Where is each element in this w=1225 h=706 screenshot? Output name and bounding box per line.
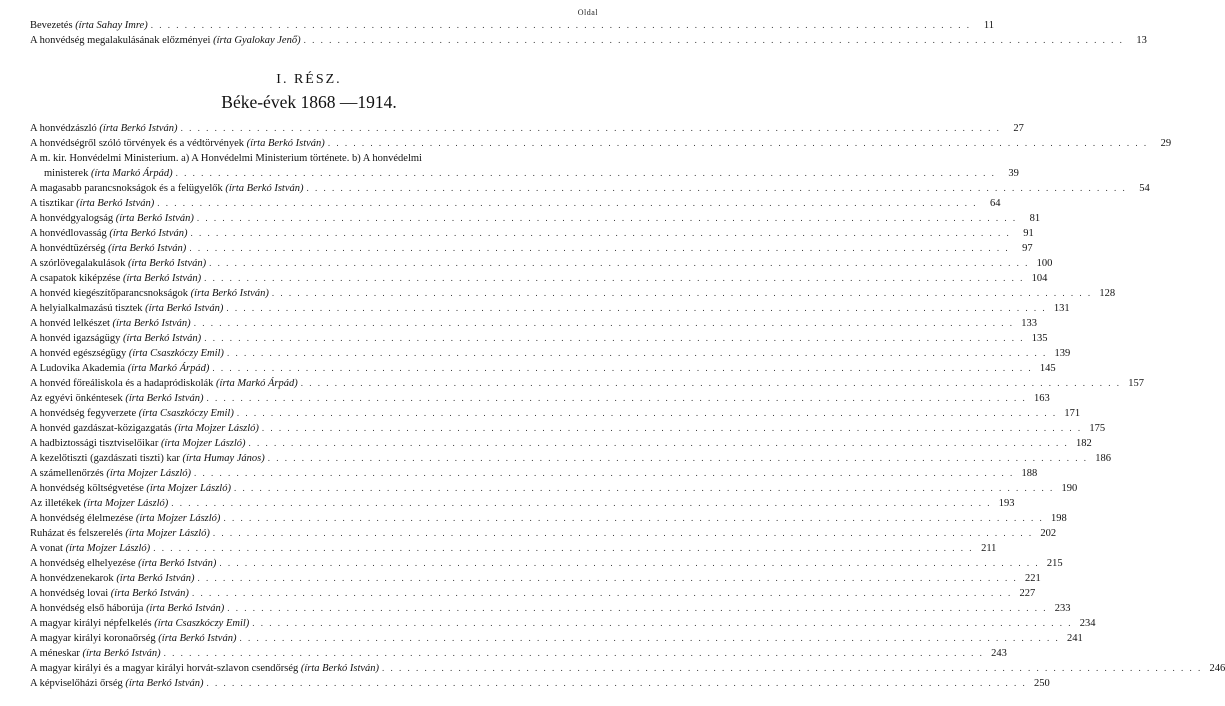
- leader-dots: [212, 361, 1032, 376]
- toc-entry-title: A helyialkalmazású tisztek: [30, 303, 146, 314]
- leader-dots: [226, 301, 1046, 316]
- leader-dots: [382, 661, 1202, 676]
- toc-entry-title: A honvéd igazságügy: [30, 333, 124, 344]
- toc-entry-page: 13: [1136, 35, 1147, 46]
- toc-entry: [30, 271, 1048, 286]
- toc-entry: [30, 451, 1111, 466]
- leader-dots: [219, 556, 1039, 571]
- toc-entry-page: 54: [1139, 183, 1150, 194]
- toc-entry-title: A honvéd lelkészet: [30, 318, 113, 329]
- toc-entry-title-group: [30, 286, 269, 301]
- toc-entry-page: 241: [1066, 633, 1083, 644]
- toc-entry-title: A honvédség megalakulásának előzményei: [30, 35, 214, 46]
- toc-entry: [30, 676, 1050, 691]
- toc-entry-title-group: [30, 391, 204, 406]
- leader-dots: [227, 601, 1047, 616]
- toc-entry-title-group: [30, 406, 234, 421]
- leader-dots: [237, 406, 1057, 421]
- toc-entry: [30, 33, 1147, 48]
- toc-entry-author: (írta Mojzer László): [106, 468, 191, 479]
- toc-entry-page: 243: [991, 648, 1007, 659]
- toc-entry-author: (írta Berkó István): [125, 393, 204, 404]
- toc-entry-page: 27: [1013, 123, 1024, 134]
- toc-entry: [30, 241, 1033, 256]
- toc-entry-title-group: [30, 631, 236, 646]
- toc-entry-page: 81: [1029, 213, 1041, 224]
- toc-entry-title-group: [30, 226, 187, 241]
- leader-dots: [223, 511, 1043, 526]
- toc-entry: [30, 661, 1225, 676]
- toc-entry-title-group: [30, 256, 206, 271]
- toc-entry-page: 186: [1095, 453, 1111, 464]
- toc-entry-page: 246: [1209, 663, 1225, 674]
- toc-entry-author: (írta Berkó István): [115, 213, 194, 224]
- toc-entry: [30, 466, 1038, 481]
- toc-entry-continuation: [30, 166, 1019, 181]
- toc-entry-title: A magasabb parancsnokságok és a felügyelők: [30, 183, 226, 194]
- toc-entry-page: 221: [1024, 573, 1041, 584]
- toc-entry-title: A számellenőrzés: [30, 468, 107, 479]
- toc-entry-page: 188: [1021, 468, 1038, 479]
- toc-entry-page: 233: [1054, 603, 1071, 614]
- leader-dots: [151, 18, 971, 33]
- leader-dots: [171, 496, 991, 511]
- leader-dots: [234, 481, 1054, 496]
- toc-entry-author: (írta Markó Árpád): [90, 168, 173, 179]
- toc-entry-title-group: [30, 361, 209, 376]
- toc-entry-title-group: [30, 601, 224, 616]
- leader-dots: [209, 256, 1029, 271]
- toc-entry-title: A szórlövegalakulások: [30, 258, 128, 269]
- toc-entry-title: A Ludovika Akademia: [30, 363, 128, 374]
- toc-entry-title-group: [30, 586, 189, 601]
- leader-dots: [194, 316, 1014, 331]
- toc-entry-title: Bevezetés: [30, 20, 76, 31]
- leader-dots: [189, 241, 1009, 256]
- toc-entry: [30, 406, 1081, 421]
- toc-entry-page: 64: [989, 198, 1001, 209]
- toc-entry-page: 11: [983, 20, 994, 31]
- toc-entry-title-group: [30, 466, 191, 481]
- toc-entry: [30, 226, 1034, 241]
- part-label: I. RÉSZ.: [276, 72, 342, 87]
- leader-dots: [328, 136, 1148, 151]
- toc-entry: [30, 376, 1144, 391]
- toc-entry-page: 135: [1031, 333, 1048, 344]
- leader-dots: [301, 376, 1121, 391]
- toc-entry: [30, 286, 1116, 301]
- toc-entry-page: 157: [1128, 378, 1144, 389]
- toc-entry-title: A honvédség élelmezése: [30, 513, 136, 524]
- toc-entry-title: A vonat: [30, 543, 66, 554]
- toc-entry-title: A honvédség lovai: [30, 588, 111, 599]
- leader-dots: [190, 226, 1010, 241]
- toc-entry-title-group: [30, 33, 301, 48]
- toc-entry-page: 29: [1160, 138, 1172, 149]
- toc-entry-page: 202: [1040, 528, 1057, 539]
- toc-entry-author: (írta Berkó István): [145, 303, 224, 314]
- leader-dots: [239, 631, 1059, 646]
- toc-entry-title: A honvéd kiegészítőparancsnokságok: [30, 288, 191, 299]
- toc-entry-page: 198: [1050, 513, 1067, 524]
- toc-entry-title-cont: [44, 166, 173, 181]
- toc-entry-author: (írta Humay János): [182, 453, 265, 464]
- toc-entry-title-group: [30, 496, 168, 511]
- toc-entry-author: (írta Berkó István): [82, 648, 161, 659]
- toc-entry-author: (írta Csaszkóczy Emil): [128, 348, 224, 359]
- leader-dots: [249, 436, 1069, 451]
- toc-entry-author: (írta Csaszkóczy Emil): [154, 618, 250, 629]
- toc-entry-author: (írta Berkó István): [146, 603, 225, 614]
- leader-dots: [304, 33, 1124, 48]
- toc-entry-title-group: [30, 136, 325, 151]
- toc-entry-title: A honvédség első háborúja: [30, 603, 147, 614]
- toc-entry-title-group: [30, 196, 154, 211]
- toc-entry-title: A honvédség költségvetése: [30, 483, 147, 494]
- toc-entry-page: 139: [1054, 348, 1071, 359]
- toc-entry-page: 175: [1089, 423, 1106, 434]
- toc-entry-author: (írta Mojzer László): [135, 513, 221, 524]
- toc-entry-title: A honvédség elhelyezése: [30, 558, 139, 569]
- toc-entry-title: A honvéd főreáliskola és a hadapródiskolák: [30, 378, 217, 389]
- toc-entry-page: 190: [1061, 483, 1078, 494]
- toc-entry-title: A hadbiztossági tisztviselőikar: [30, 438, 161, 449]
- toc-entry-title: A honvédlovasság: [30, 228, 110, 239]
- toc-entry: [30, 136, 1172, 151]
- toc-entry-page: 145: [1039, 363, 1056, 374]
- toc-entry-author: (írta Berkó István): [158, 633, 237, 644]
- toc-entry-title: A honvéd egészségügy: [30, 348, 129, 359]
- toc-entry-author: (írta Berkó István): [76, 198, 155, 209]
- toc-entry: [30, 18, 994, 33]
- leader-dots: [176, 166, 996, 181]
- toc-entry-title-group: [30, 571, 194, 586]
- toc-entry-title-group: [30, 616, 249, 631]
- toc-entry-title-group: [30, 676, 204, 691]
- toc-entry: [30, 646, 1007, 661]
- toc-entry: [30, 346, 1071, 361]
- toc-entry: [30, 586, 1036, 601]
- leader-dots: [272, 286, 1092, 301]
- toc-entry: [30, 556, 1063, 571]
- toc-entry-author: (írta Mojzer László): [125, 528, 210, 539]
- leader-dots: [204, 271, 1024, 286]
- toc-entry-page: 163: [1034, 393, 1050, 404]
- toc-entry: [30, 121, 1024, 136]
- toc-entry-title: Az illetékek: [30, 498, 84, 509]
- toc-entry: [30, 331, 1048, 346]
- toc-entry-page: 128: [1099, 288, 1116, 299]
- toc-entry-title-group: [30, 451, 265, 466]
- toc-entry-title-group: [30, 316, 191, 331]
- toc-entry-author: (írta Berkó István): [109, 228, 188, 239]
- leader-dots: [194, 466, 1014, 481]
- leader-dots: [207, 676, 1027, 691]
- toc-entry-title-group: [30, 181, 304, 196]
- toc-entry-author: (írta Mojzer László): [146, 483, 231, 494]
- toc-entry: [30, 496, 1015, 511]
- toc-entry: [30, 601, 1071, 616]
- toc-entry: [30, 421, 1106, 436]
- toc-entry-title: A honvédgyalogság: [30, 213, 116, 224]
- toc-entry-author: (írta Berkó István): [138, 558, 217, 569]
- toc-entry-author: (írta Berkó István): [300, 663, 380, 674]
- toc-entry-title-group: [30, 211, 194, 226]
- toc-entry-title-group: [30, 421, 259, 436]
- leader-dots: [197, 211, 1017, 226]
- leader-dots: [207, 391, 1027, 406]
- leader-dots: [192, 586, 1012, 601]
- toc-entry-page: 193: [998, 498, 1015, 509]
- toc-entry-page: 227: [1019, 588, 1036, 599]
- toc-entry-author: (írta Gyalokay Jenő): [213, 35, 301, 46]
- toc-entry-title-line2: ministerek: [44, 168, 91, 179]
- toc-entry-author: (írta Berkó István): [108, 243, 187, 254]
- toc-entry: [30, 391, 1050, 406]
- toc-entry-page: 215: [1046, 558, 1063, 569]
- page-column-label: Oldal: [577, 8, 598, 17]
- toc-entry-page: 234: [1079, 618, 1096, 629]
- toc-entry-title: Ruházat és felszerelés: [30, 528, 126, 539]
- toc-entry-author: (írta Berkó István): [127, 258, 207, 269]
- toc-entry-title: A honvédségről szóló törvények és a védtörvények: [30, 138, 247, 149]
- toc-entry-author: (írta Berkó István): [225, 183, 304, 194]
- leader-dots: [307, 181, 1127, 196]
- toc-entry-title-group: [30, 346, 224, 361]
- toc-entry-author: (írta Mojzer László): [160, 438, 246, 449]
- toc-entry-page: 104: [1031, 273, 1048, 284]
- leader-dots: [227, 346, 1047, 361]
- toc-entry-title: A m. kir. Honvédelmi Ministerium. a) A Honvédelmi Ministerium története. b) A honvédelmi: [30, 153, 422, 164]
- leader-dots: [213, 526, 1033, 541]
- toc-entry-title: A csapatok kiképzése: [30, 273, 124, 284]
- toc-entry-title-group: [30, 436, 246, 451]
- toc-entry-title: Az egyévi önkéntesek: [30, 393, 126, 404]
- toc-entry-page: 131: [1053, 303, 1070, 314]
- toc-entry-title-group: [30, 301, 223, 316]
- toc-entry-title-group: [30, 541, 150, 556]
- toc-entry-title: A honvédtüzérség: [30, 243, 109, 254]
- toc-entry-author: (írta Berkó István): [116, 573, 195, 584]
- leader-dots: [197, 571, 1017, 586]
- toc-entry-author: (írta Berkó István): [246, 138, 325, 149]
- toc-entry-title: A méneskar: [30, 648, 83, 659]
- leader-dots: [157, 196, 977, 211]
- leader-dots: [252, 616, 1072, 631]
- toc-entry-title: A magyar királyi koronaőrség: [30, 633, 159, 644]
- toc-entry-author: (írta Mojzer László): [83, 498, 169, 509]
- toc-entry-title: A honvédzászló: [30, 123, 100, 134]
- toc-entry: [30, 526, 1057, 541]
- toc-entry: [30, 511, 1067, 526]
- toc-entry: [30, 616, 1096, 631]
- toc-entry-title-group: [30, 271, 201, 286]
- toc-entry-title: A képviselőházi őrség: [30, 678, 126, 689]
- toc-entry-author: (írta Berkó István): [123, 333, 202, 344]
- toc-entry: [30, 571, 1041, 586]
- leader-dots: [262, 421, 1082, 436]
- toc-entry: [30, 181, 1150, 196]
- toc-entry: [30, 631, 1083, 646]
- toc-entry: [30, 151, 1019, 181]
- toc-entry-page: 39: [1008, 168, 1019, 179]
- toc-entry-title: A honvédzenekarok: [30, 573, 117, 584]
- toc-entry-author: (írta Berkó István): [99, 123, 178, 134]
- toc-entry-author: (írta Markó Árpád): [127, 363, 210, 374]
- toc-entry: [30, 256, 1053, 271]
- toc-entry-title: A magyar királyi és a magyar királyi horvát-szlavon csendőrség: [30, 663, 301, 674]
- toc-entry-title-group: [30, 661, 379, 676]
- toc-entry: [30, 196, 1001, 211]
- toc-main-list: [30, 121, 1225, 691]
- toc-entry-title-group: [30, 646, 161, 661]
- leader-dots: [204, 331, 1024, 346]
- leader-dots: [153, 541, 973, 556]
- toc-entry-title-group: [30, 511, 220, 526]
- toc-entry-page: 91: [1023, 228, 1034, 239]
- toc-entry-title: A tisztikar: [30, 198, 77, 209]
- toc-entry-page: 97: [1022, 243, 1033, 254]
- toc-intro-list: [30, 18, 1147, 48]
- toc-entry: [30, 211, 1041, 226]
- toc-entry: [30, 361, 1056, 376]
- toc-entry: [30, 541, 997, 556]
- toc-entry-title-group: [30, 481, 231, 496]
- toc-entry-title-group: [30, 121, 178, 136]
- toc-entry-author: (írta Berkó István): [125, 678, 204, 689]
- toc-entry-author: (írta Mojzer László): [65, 543, 151, 554]
- toc-entry: [30, 301, 1070, 316]
- toc-entry-page: 171: [1064, 408, 1081, 419]
- toc-entry-author: (írta Csaszkóczy Emil): [138, 408, 234, 419]
- toc-entry-page: 100: [1036, 258, 1053, 269]
- leader-dots: [268, 451, 1088, 466]
- toc-entry-page: 133: [1021, 318, 1037, 329]
- toc-entry-author: (írta Berkó István): [112, 318, 191, 329]
- toc-entry-author: (írta Mojzer László): [174, 423, 259, 434]
- toc-entry-author: (írta Berkó István): [110, 588, 189, 599]
- toc-entry: [30, 436, 1092, 451]
- toc-entry-author: (írta Markó Árpád): [216, 378, 298, 389]
- toc-entry-title-group: [30, 556, 216, 571]
- toc-entry-title-group: [30, 18, 148, 33]
- toc-entry-title-group: [30, 376, 298, 391]
- toc-entry-title: A honvéd gazdászat-közigazgatás: [30, 423, 175, 434]
- toc-entry: [30, 316, 1037, 331]
- toc-entry-title-group: [30, 241, 186, 256]
- toc-entry-page: 211: [981, 543, 997, 554]
- toc-entry: [30, 481, 1078, 496]
- toc-entry-author: (írta Berkó István): [190, 288, 269, 299]
- toc-entry-author: (írta Sahay Imre): [75, 20, 148, 31]
- toc-entry-title-group: [30, 526, 210, 541]
- toc-entry-title-group: [30, 331, 201, 346]
- leader-dots: [181, 121, 1001, 136]
- toc-entry-title: A kezelőtiszti (gazdászati tiszti) kar: [30, 453, 183, 464]
- part-title: Béke-évek 1868 —1914.: [221, 92, 397, 112]
- toc-entry-page: 182: [1076, 438, 1092, 449]
- toc-entry-title: A honvédség fegyverzete: [30, 408, 139, 419]
- leader-dots: [164, 646, 984, 661]
- toc-entry-title: A magyar királyi népfelkelés: [30, 618, 155, 629]
- toc-entry-page: 250: [1034, 678, 1050, 689]
- toc-entry-author: (írta Berkó István): [123, 273, 202, 284]
